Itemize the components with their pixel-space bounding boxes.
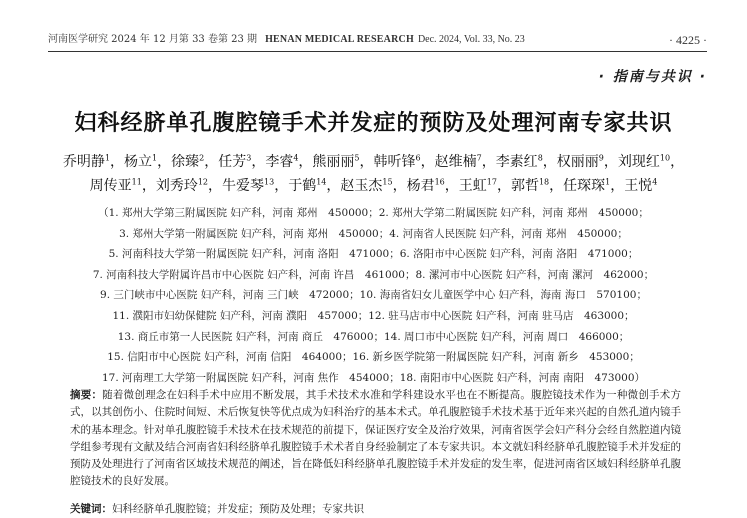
journal-citation	[48, 31, 525, 49]
affiliation-line: 5. 河南科技大学第一附属医院 妇产科，河南 洛阳 471000；6. 洛阳市中心医院 妇产科，河南 洛阳 471000；	[108, 248, 639, 261]
keywords	[70, 501, 681, 517]
author-name: 赵维楠	[434, 154, 477, 170]
author-affiliation-mark: 9	[598, 153, 604, 163]
author-affiliation-mark: 10	[659, 153, 671, 163]
abstract	[70, 387, 681, 491]
author-affiliation-mark: 15	[382, 177, 393, 187]
author-name: 熊丽丽	[312, 154, 355, 170]
author-list	[62, 150, 685, 198]
affiliation-line: （1. 郑州大学第三附属医院 妇产科，河南 郑州 450000；2. 郑州大学第二附属医院 妇产科，河南 郑州 450000；	[98, 207, 649, 219]
author	[624, 178, 657, 194]
author-affiliation-mark: 1	[605, 177, 611, 187]
author: 熊丽丽$^5$，	[312, 153, 374, 170]
author: 周传亚$^{11}$，	[89, 177, 156, 194]
author: 刘秀玲$^{12}$，	[155, 177, 223, 194]
author-affiliation-mark: 1	[152, 153, 158, 163]
keywords-text: 妇科经脐单孔腹腔镜；并发症；预防及处理；专家共识	[112, 503, 364, 515]
abstract-text: 随着微创理念在妇科手术中应用不断发展，其手术技术水准和学科建设水平也在不断提高。腹腔镜技术作为一种微创手术方式，以其创伤小、住院时间短、术后恢复快等优点成为妇科治疗的基本术式。单孔腹腔镜手术技术基于近年来兴起的自然孔道内镜手术的基本理念。针对单孔腹腔镜手术技术在技术规范的前提下，保证医疗安全及治疗效果，河南省医学会妇产科分会经自然腔道内镜学组参考现有文献及结合河南省妇科经脐单孔腹腔镜手术术者自身经验制定了本专家共识。本文就妇科经脐单孔腹腔镜手术并发症的预防及处理进行了河南省区域技术规范的阐述，旨在降低妇科经脐单孔腹腔镜手术并发症的发生率，促进河南省区域妇科经脐单孔腹腔镜技术的良好发展。	[70, 389, 681, 488]
journal-name-en: HENAN MEDICAL RESEARCH	[265, 34, 414, 45]
author-affiliation-mark: 1	[104, 153, 111, 163]
author-affiliation-mark: 4	[293, 153, 299, 163]
affiliation-line: 9. 三门峡市中心医院 妇产科，河南 三门峡 472000；10. 海南省妇女儿童医学中心 妇产科，海南 海口 570100；	[100, 289, 647, 302]
author-name: 徐臻	[171, 154, 200, 170]
author-name: 王悦	[624, 178, 653, 194]
affiliation-line: 11. 濮阳市妇幼保健院 妇产科，河南 濮阳 457000；12. 驻马店市中心医院 妇产科，河南 驻马店 463000；	[112, 309, 635, 322]
author-name: 任琛琛	[563, 178, 606, 194]
author-name: 杨立	[124, 154, 153, 170]
author-affiliation-mark: 4	[652, 177, 658, 187]
author-name: 赵玉杰	[340, 178, 383, 194]
author-affiliation-mark: 2	[199, 153, 205, 163]
keywords-label: 关键词：	[70, 503, 112, 515]
author-name: 杨君	[406, 178, 435, 194]
author-affiliation-mark: 18	[538, 177, 550, 187]
author-affiliation-mark: 6	[415, 153, 421, 163]
author-name: 郭哲	[510, 178, 539, 194]
author-affiliation-mark: 13	[264, 177, 275, 187]
author-affiliation-mark: 16	[434, 177, 445, 187]
author-name: 王虹	[458, 178, 487, 194]
author: 刘现红$^{10}$，	[617, 153, 685, 170]
section-label: · 指南与共识 ·	[598, 69, 707, 85]
author-name: 牛爱琴	[222, 178, 265, 194]
author: 任芳$^3$，	[218, 153, 266, 170]
author: 乔明静$^1$，	[62, 153, 125, 170]
affiliation-line: 7. 河南科技大学附属许昌市中心医院 妇产科，河南 许昌 461000；8. 漯河市中心医院 妇产科，河南 漯河 462000；	[92, 268, 655, 281]
author-name: 周传亚	[89, 178, 132, 194]
header-divider	[48, 51, 707, 52]
author-affiliation-mark: 7	[476, 153, 482, 163]
author-affiliation-mark: 12	[197, 177, 209, 187]
abstract-label: 摘要：	[70, 389, 103, 401]
author: 权丽丽$^9$，	[556, 153, 618, 170]
article-title: 妇科经脐单孔腹腔镜手术并发症的预防及处理河南专家共识	[74, 111, 673, 136]
author-affiliation-mark: 14	[316, 177, 327, 187]
author: 李睿$^4$，	[265, 153, 313, 170]
author: 王虹$^{17}$，	[458, 177, 511, 194]
author: 郭哲$^{18}$，	[510, 177, 564, 194]
author: 于鹤$^{14}$，	[288, 177, 341, 194]
author-name: 刘现红	[617, 154, 660, 170]
affiliation-line: 15. 信阳市中心医院 妇产科，河南 信阳 464000；16. 新乡医学院第一附属医院 妇产科，河南 新乡 453000；	[107, 351, 640, 364]
author-name: 乔明静	[62, 154, 105, 170]
author-name: 于鹤	[288, 178, 317, 194]
page-number: · 4225 ·	[669, 33, 707, 47]
author-affiliation-mark: 3	[246, 153, 252, 163]
running-head	[48, 31, 707, 49]
author-name: 刘秀玲	[155, 178, 198, 194]
journal-issue-en: Dec. 2024, Vol. 33, No. 23	[417, 34, 525, 45]
author-affiliation-mark: 8	[537, 153, 543, 163]
author: 李素红$^8$，	[495, 153, 557, 170]
affiliation-line: 3. 郑州大学第一附属医院 妇产科，河南 郑州 450000；4. 河南省人民医院 妇产科，河南 郑州 450000；	[119, 227, 628, 240]
author-name: 任芳	[218, 154, 247, 170]
author: 赵玉杰$^{15}$，	[340, 177, 407, 194]
author-affiliation-mark: 5	[354, 153, 360, 163]
author: 杨君$^{16}$，	[406, 177, 459, 194]
author: 杨立$^1$，	[124, 153, 172, 170]
author-name: 韩听锋	[373, 154, 416, 170]
affiliation-line: 13. 商丘市第一人民医院 妇产科，河南 商丘 476000；14. 周口市中心医院 妇产科，河南 周口 466000；	[117, 330, 630, 343]
author-affiliation-mark: 11	[131, 177, 142, 187]
author-name: 李睿	[265, 154, 294, 170]
author: 赵维楠$^7$，	[434, 153, 496, 170]
author-name: 权丽丽	[556, 154, 599, 170]
author: 任琛琛$^1$，	[563, 177, 625, 194]
affiliation-line: 17. 河南理工大学第一附属医院 妇产科，河南 焦作 454000；18. 南阳市中心医院 妇产科，河南 南阳 473000）	[101, 371, 646, 384]
author-affiliation-mark: 17	[486, 177, 497, 187]
author: 韩听锋$^6$，	[373, 153, 435, 170]
author-name: 李素红	[495, 154, 538, 170]
journal-name-cn: 河南医学研究 2024 年 12 月第 33 卷第 23 期	[48, 34, 258, 45]
author: 徐臻$^2$，	[171, 153, 219, 170]
affiliation-list	[62, 203, 685, 388]
author: 牛爱琴$^{13}$，	[222, 177, 289, 194]
